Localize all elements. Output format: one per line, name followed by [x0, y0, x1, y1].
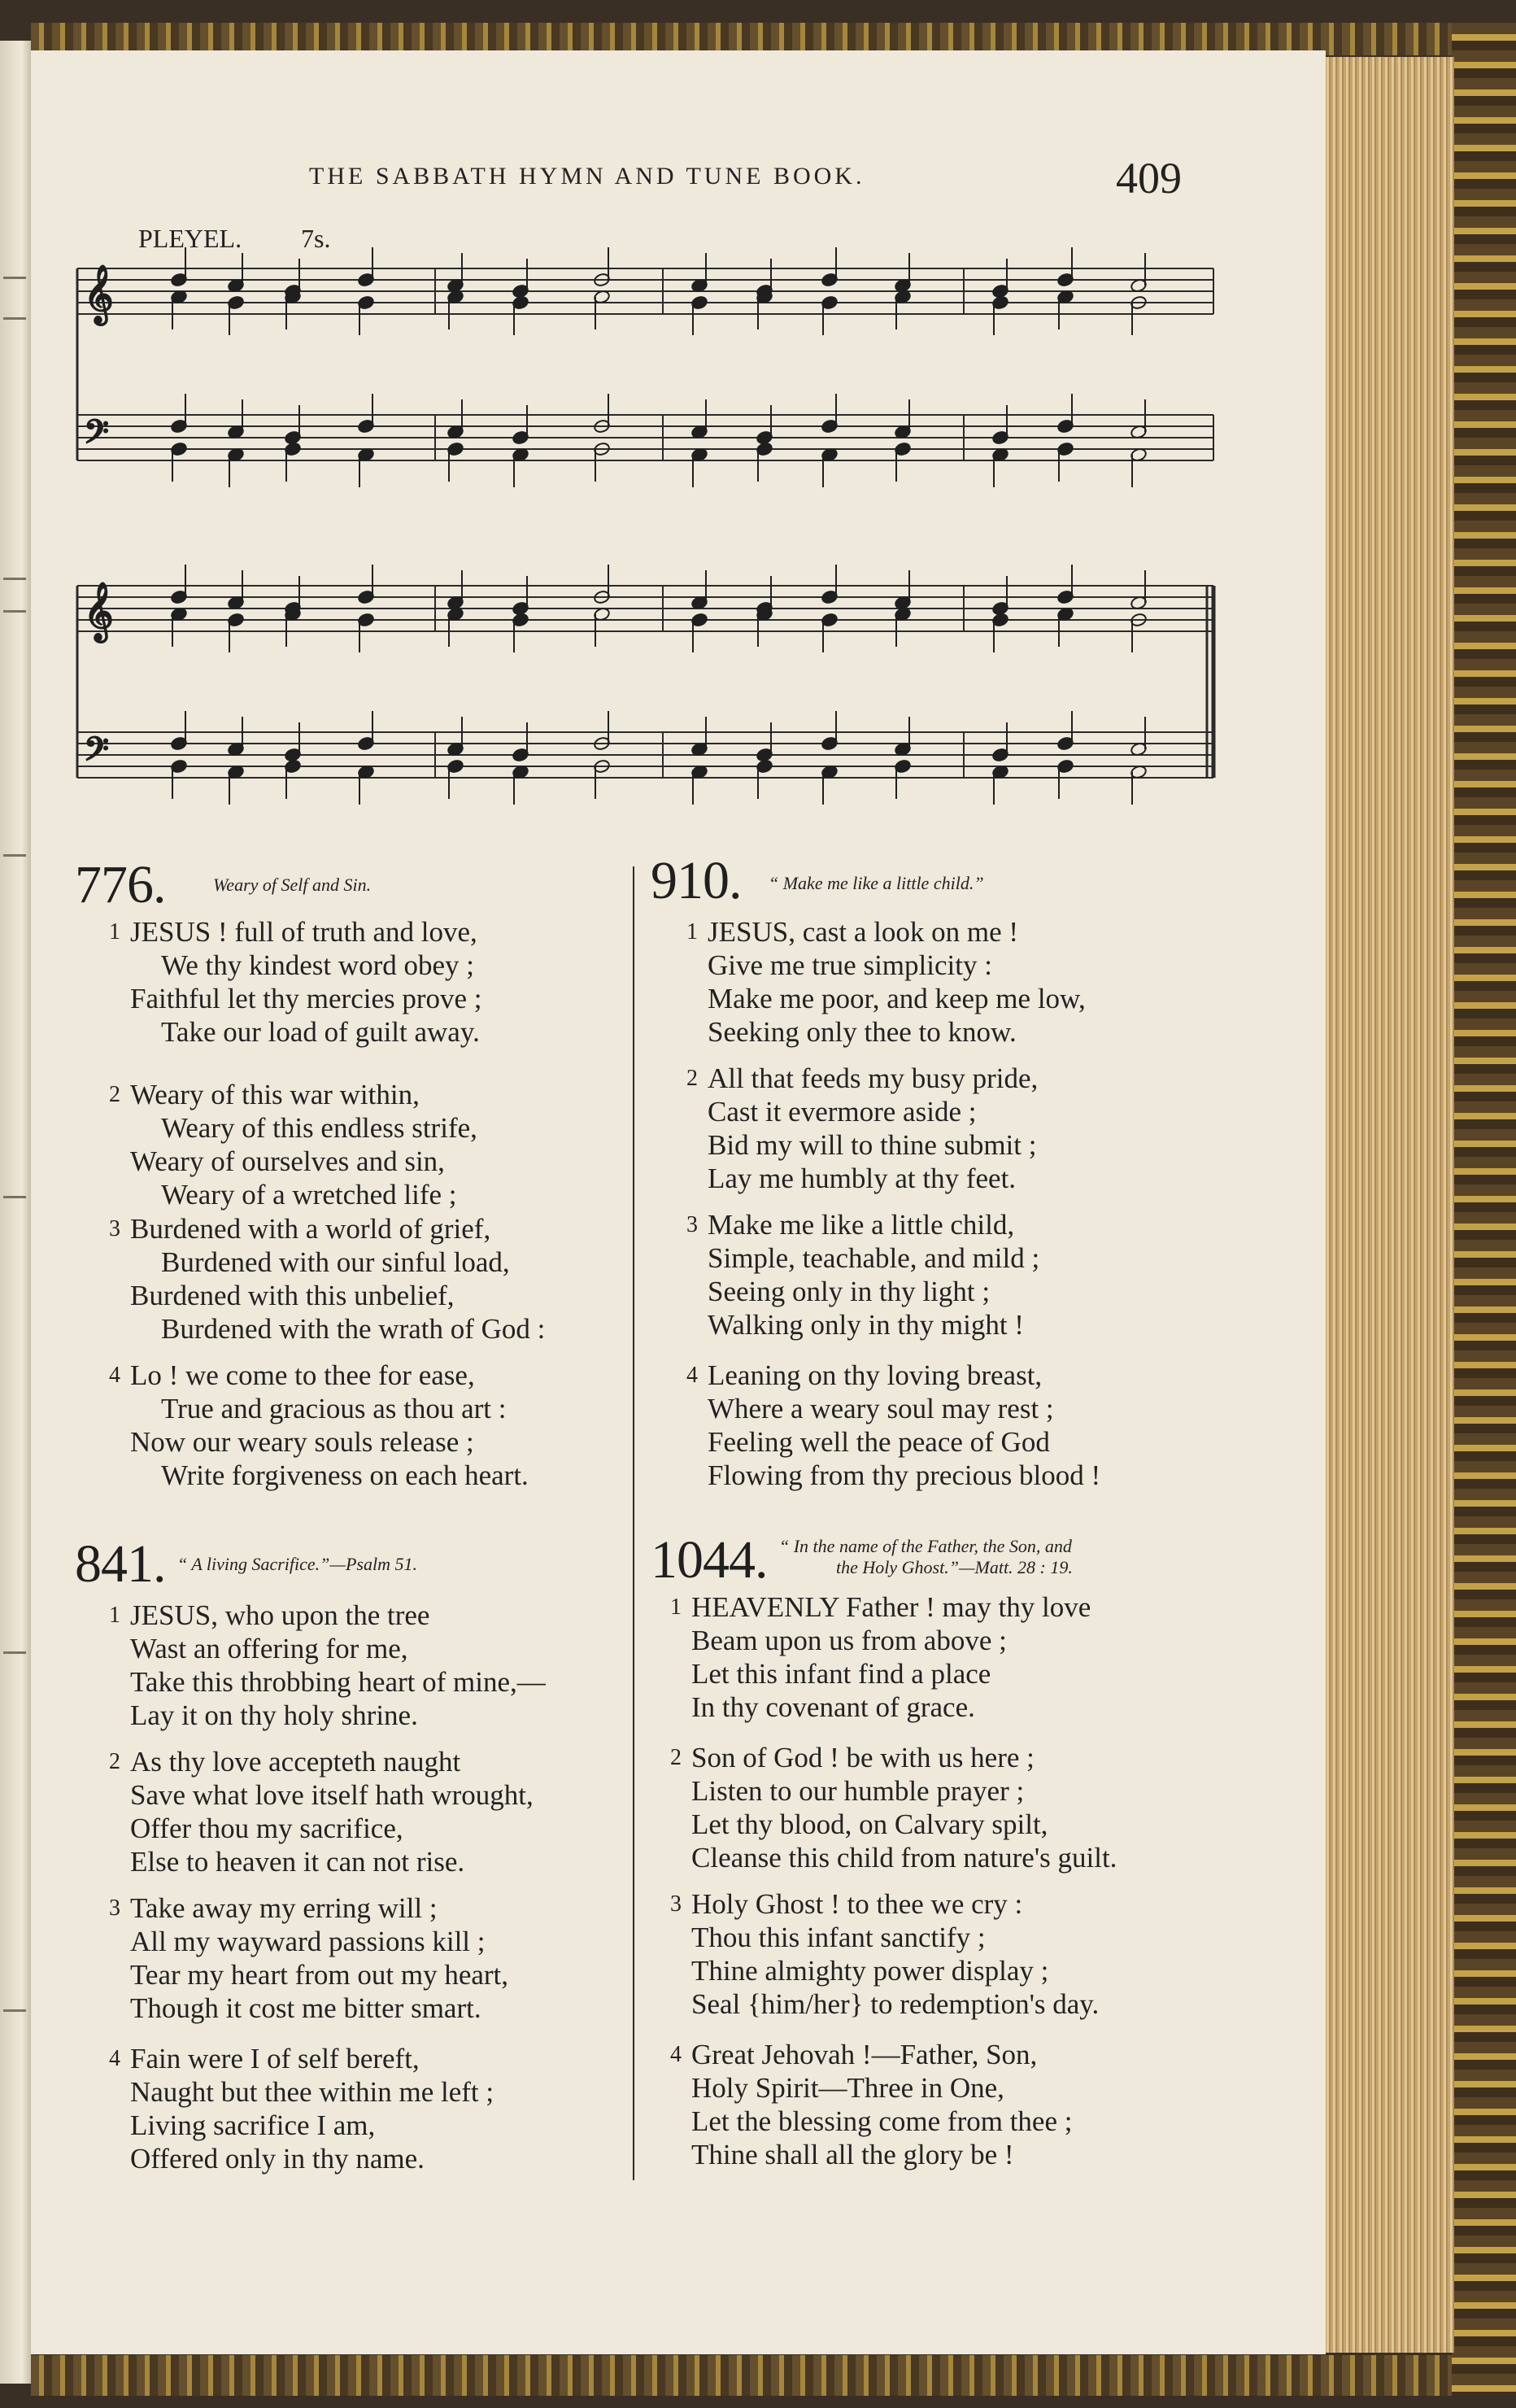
verse-number: 2: [686, 1066, 698, 1091]
verse-line: We thy kindest word obey ;: [161, 949, 475, 981]
verse-lines: [130, 1078, 477, 1211]
verse-line: Take away my erring will ;: [130, 1892, 438, 1924]
verse-line: Seeking only thee to know.: [708, 1016, 1017, 1048]
verse-line: Let the blessing come from thee ;: [691, 2105, 1073, 2137]
verse-line: Write forgiveness on each heart.: [161, 1459, 529, 1491]
verse-lines: [130, 1891, 508, 2025]
verse-line: Lay me humbly at thy feet.: [708, 1163, 1017, 1194]
verse-line: Let thy blood, on Calvary spilt,: [691, 1808, 1048, 1840]
verse-line: Thine shall all the glory be !: [691, 2139, 1014, 2170]
column-divider: [633, 866, 634, 2180]
running-head: THE SABBATH HYMN AND TUNE BOOK.: [309, 163, 865, 190]
verse-lines: [708, 915, 1086, 1049]
hymn-title: “ A living Sacrifice.”—Psalm 51.: [177, 1554, 417, 1574]
verse-lines: [691, 1741, 1117, 1874]
verse-line: Else to heaven it can not rise.: [130, 1846, 465, 1878]
verse-line: Holy Ghost ! to thee we cry :: [691, 1888, 1023, 1920]
verse-number: 4: [109, 1363, 120, 1388]
verse-number: 1: [109, 1603, 120, 1628]
verse-line: Make me poor, and keep me low,: [708, 983, 1086, 1014]
verse-line: Son of God ! be with us here ;: [691, 1742, 1035, 1773]
verse-line: True and gracious as thou art :: [161, 1393, 507, 1424]
verse-line: Leaning on thy loving breast,: [708, 1359, 1043, 1391]
verse-line: As thy love accepteth naught: [130, 1746, 461, 1778]
verse-line: Burdened with a world of grief,: [130, 1213, 491, 1245]
treble-clef-icon: 𝄞: [84, 581, 114, 640]
verse-line: Thou this infant sanctify ;: [691, 1922, 986, 1953]
verse-line: Take this throbbing heart of mine,—: [130, 1666, 546, 1698]
verse-line: All that feeds my busy pride,: [708, 1062, 1039, 1094]
verse-line: Though it cost me bitter smart.: [130, 1992, 481, 2024]
verse-line: Burdened with this unbelief,: [130, 1280, 455, 1311]
verse-line: Beam upon us from above ;: [691, 1625, 1007, 1656]
verse-line: Naught but thee within me left ;: [130, 2076, 494, 2108]
verse-number: 1: [686, 919, 698, 944]
hymn-number: 1044.: [651, 1530, 768, 1590]
verse-lines: [708, 1062, 1038, 1195]
verse-line: All my wayward passions kill ;: [130, 1926, 486, 1957]
verse-lines: [691, 1590, 1091, 1724]
verse-number: 3: [109, 1216, 120, 1241]
verse-line: Weary of ourselves and sin,: [130, 1145, 445, 1177]
music-score: [0, 0, 1516, 862]
verse-line: Faithful let thy mercies prove ;: [130, 983, 482, 1014]
verse-line: In thy covenant of grace.: [691, 1691, 975, 1723]
verse-number: 2: [670, 1745, 682, 1770]
verse-line: Give me true simplicity :: [708, 949, 992, 981]
verse-line: Weary of this endless strife,: [161, 1112, 477, 1144]
verse-line: Cast it evermore aside ;: [708, 1096, 977, 1128]
verse-line: Take our load of guilt away.: [161, 1016, 480, 1048]
verse-lines: [130, 1212, 545, 1346]
verse-number: 4: [686, 1363, 698, 1388]
verse-line: Fain were I of self bereft,: [130, 2043, 420, 2074]
verse-number: 2: [109, 1082, 120, 1107]
verse-lines: [130, 1359, 529, 1492]
hymn-title: [779, 1536, 1073, 1578]
verse-line: HEAVENLY Father ! may thy love: [691, 1591, 1091, 1623]
verse-line: Seal {him/her} to redemption's day.: [691, 1988, 1100, 2020]
bass-clef-icon: 𝄢: [84, 731, 109, 776]
bass-clef-icon: 𝄢: [84, 413, 109, 459]
hymn-number: 841.: [75, 1534, 166, 1594]
verse-line: Burdened with the wrath of God :: [161, 1313, 546, 1345]
verse-lines: [130, 1599, 546, 1732]
hymn-title: Weary of Self and Sin.: [213, 875, 372, 895]
verse-line: Cleanse this child from nature's guilt.: [691, 1842, 1117, 1874]
verse-lines: [708, 1359, 1100, 1492]
verse-line: Simple, teachable, and mild ;: [708, 1242, 1040, 1274]
hymn-title-line: the Holy Ghost.”—Matt. 28 : 19.: [836, 1557, 1073, 1577]
gilt-border-bottom: [31, 2355, 1516, 2396]
verse-number: 3: [670, 1891, 682, 1917]
verse-line: Living sacrifice I am,: [130, 2109, 376, 2141]
hymn-number: 910.: [651, 851, 742, 910]
verse-lines: [130, 1745, 534, 1878]
hymn-title: “ Make me like a little child.”: [769, 873, 984, 893]
tune-name: PLEYEL.: [138, 224, 242, 253]
verse-number: 3: [686, 1212, 698, 1237]
verse-number: 4: [670, 2042, 682, 2067]
verse-line: Tear my heart from out my heart,: [130, 1959, 509, 1991]
verse-number: 4: [109, 2046, 120, 2071]
verse-line: Lay it on thy holy shrine.: [130, 1699, 418, 1731]
verse-number: 2: [109, 1749, 120, 1774]
verse-lines: [708, 1208, 1039, 1341]
verse-line: Thine almighty power display ;: [691, 1955, 1049, 1987]
verse-line: Walking only in thy might !: [708, 1309, 1024, 1341]
verse-line: Bid my will to thine submit ;: [708, 1129, 1037, 1161]
verse-number: 3: [109, 1895, 120, 1921]
verse-line: Holy Spirit—Three in One,: [691, 2072, 1004, 2104]
verse-number: 1: [670, 1594, 682, 1620]
verse-line: Save what love itself hath wrought,: [130, 1779, 534, 1811]
verse-line: Wast an offering for me,: [130, 1633, 408, 1664]
hymn-title-line: “ In the name of the Father, the Son, and: [779, 1536, 1072, 1556]
verse-line: Burdened with our sinful load,: [161, 1246, 510, 1278]
verse-line: Offered only in thy name.: [130, 2143, 425, 2175]
page-number: 409: [1116, 154, 1182, 203]
verse-line: Where a weary soul may rest ;: [708, 1393, 1054, 1424]
verse-line: JESUS ! full of truth and love,: [130, 916, 477, 948]
verse-number: 1: [109, 919, 120, 944]
verse-lines: [130, 915, 482, 1049]
verse-lines: [691, 2038, 1072, 2171]
verse-lines: [130, 2042, 494, 2175]
verse-line: Weary of this war within,: [130, 1079, 420, 1110]
hymn-number: 776.: [75, 855, 166, 914]
verse-line: Feeling well the peace of God: [708, 1426, 1050, 1458]
verse-line: Let this infant find a place: [691, 1658, 991, 1690]
verse-line: Great Jehovah !—Father, Son,: [691, 2039, 1038, 2070]
verse-line: Lo ! we come to thee for ease,: [130, 1359, 475, 1391]
verse-line: Make me like a little child,: [708, 1209, 1015, 1241]
verse-line: Weary of a wretched life ;: [161, 1179, 457, 1211]
tune-meter: 7s.: [301, 224, 331, 253]
verse-line: Listen to our humble prayer ;: [691, 1775, 1025, 1807]
verse-line: JESUS, who upon the tree: [130, 1599, 430, 1631]
treble-clef-icon: 𝄞: [84, 264, 114, 323]
verse-line: JESUS, cast a look on me !: [708, 916, 1019, 948]
verse-lines: [691, 1887, 1099, 2021]
verse-line: Seeing only in thy light ;: [708, 1276, 991, 1307]
verse-line: Offer thou my sacrifice,: [130, 1813, 403, 1844]
verse-line: Flowing from thy precious blood !: [708, 1459, 1101, 1491]
verse-line: Now our weary souls release ;: [130, 1426, 474, 1458]
